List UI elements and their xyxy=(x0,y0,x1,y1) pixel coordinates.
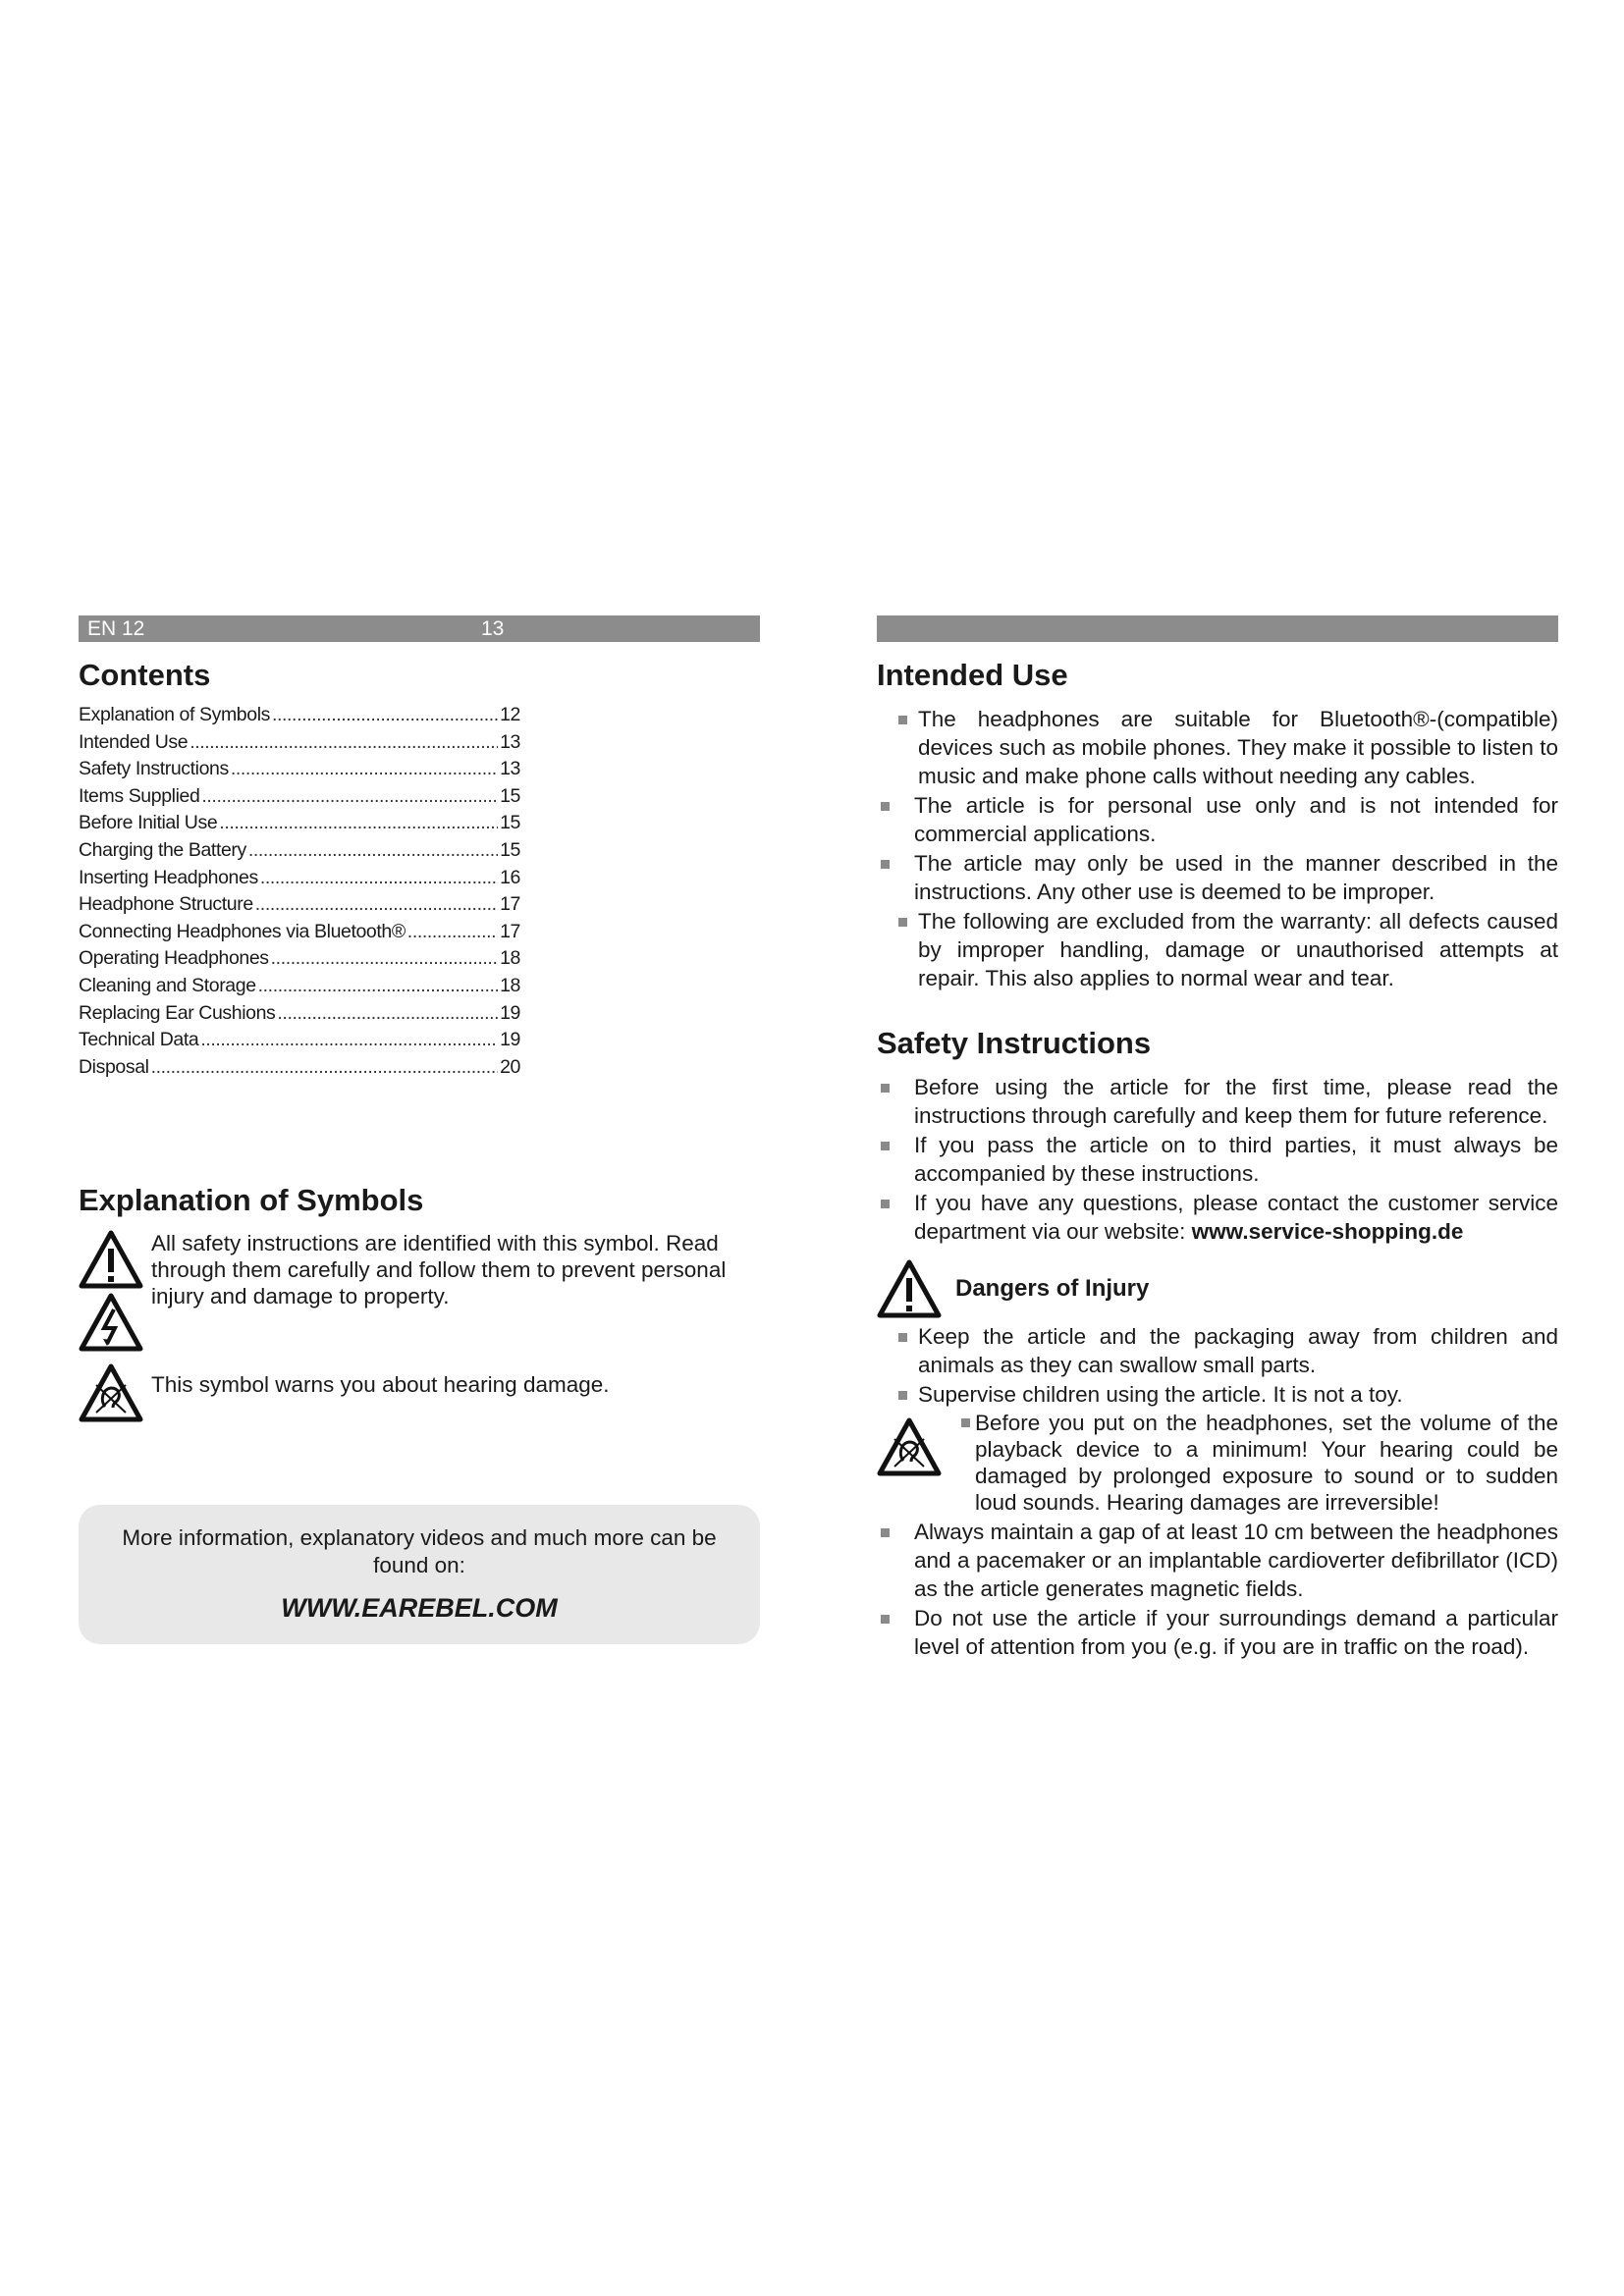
dangers-list xyxy=(877,1322,1558,1409)
page-number-right: 13 xyxy=(481,617,505,640)
toc-item[interactable]: Operating Headphones ..... 18 xyxy=(79,945,520,973)
toc-item[interactable]: Replacing Ear Cushions ..... 19 xyxy=(79,1000,520,1028)
table-of-contents xyxy=(79,702,520,1081)
right-page xyxy=(877,615,1558,1662)
contact-text: If you have any questions, please contact the customer service department via our website: xyxy=(914,1191,1558,1244)
list-item: Supervise children using the article. It is not a toy. xyxy=(877,1380,1558,1409)
right-header-bar xyxy=(877,615,1558,642)
hearing-warning-row xyxy=(877,1410,1558,1516)
intended-use-title: Intended Use xyxy=(877,658,1068,692)
hearing-damage-icon xyxy=(79,1363,143,1422)
hearing-warning-text: Before you put on the headphones, set the volume of the playback device to a minimum! Your hearing could be damaged by prolonged exposure to sound or to sudden loud sounds. Hearing damages are irreversible! xyxy=(961,1410,1558,1516)
toc-item[interactable]: Technical Data ..... 19 xyxy=(79,1027,520,1054)
list-item: The headphones are suitable for Bluetooth®-(compatible) devices such as mobile phones. They make it possible to listen to music and make phone calls without needing any cables. xyxy=(877,705,1558,790)
toc-item[interactable]: Before Initial Use ..... 15 xyxy=(79,810,520,837)
list-item: Do not use the article if your surroundings demand a particular level of attention from you (e.g. if you are in traffic on the road). xyxy=(877,1604,1558,1661)
contents-title: Contents xyxy=(79,658,211,692)
electric-shock-icon xyxy=(79,1293,143,1352)
website-link[interactable]: WWW.EAREBEL.COM xyxy=(281,1593,558,1623)
list-item: The article is for personal use only and is not intended for commercial applications. xyxy=(877,791,1558,848)
safety-symbol-row xyxy=(79,1230,760,1352)
page-label-left: EN 12 xyxy=(87,617,145,640)
info-message: More information, explanatory videos and much more can be found on: xyxy=(122,1525,717,1577)
list-item: Keep the article and the packaging away from children and animals as they can swallow small parts. xyxy=(877,1322,1558,1379)
list-item: The following are excluded from the warranty: all defects caused by improper handling, damage or unauthorised attempts at repair. This also applies to normal wear and tear. xyxy=(877,907,1558,992)
toc-item[interactable]: Intended Use ..... 13 xyxy=(79,729,520,757)
left-header-bar xyxy=(79,615,760,642)
safety-title: Safety Instructions xyxy=(877,1026,1152,1060)
info-box xyxy=(79,1505,760,1644)
toc-item[interactable]: Disposal ..... 20 xyxy=(79,1054,520,1082)
list-item: Always maintain a gap of at least 10 cm between the headphones and a pacemaker or an implantable cardioverter defibrillator (ICD) as the article generates magnetic fields. xyxy=(877,1518,1558,1603)
hearing-symbol-row xyxy=(79,1363,760,1422)
warning-triangle-icon xyxy=(79,1230,143,1289)
toc-item[interactable]: Charging the Battery ..... 15 xyxy=(79,837,520,865)
list-item: Before using the article for the first time, please read the instructions through carefully and keep them for future reference. xyxy=(877,1073,1558,1130)
toc-item[interactable]: Connecting Headphones via Bluetooth® ..... 17 xyxy=(79,919,520,946)
toc-item[interactable]: Headphone Structure ..... 17 xyxy=(79,891,520,919)
toc-item[interactable]: Cleaning and Storage ..... 18 xyxy=(79,973,520,1000)
toc-item[interactable]: Safety Instructions ..... 13 xyxy=(79,756,520,783)
hearing-symbol-text: This symbol warns you about hearing damage. xyxy=(151,1372,610,1398)
left-page xyxy=(79,615,760,1623)
final-safety-list xyxy=(877,1518,1558,1661)
toc-item[interactable]: Inserting Headphones ..... 16 xyxy=(79,865,520,892)
list-item: The article may only be used in the manner described in the instructions. Any other use is deemed to be improper. xyxy=(877,849,1558,906)
toc-item[interactable]: Items Supplied ..... 15 xyxy=(79,783,520,811)
hearing-damage-icon xyxy=(877,1417,942,1476)
symbols-title: Explanation of Symbols xyxy=(79,1183,424,1218)
dangers-heading xyxy=(877,1259,1558,1318)
safety-list xyxy=(877,1073,1558,1246)
warning-triangle-icon xyxy=(877,1259,942,1318)
list-item: If you pass the article on to third parties, it must always be accompanied by these instructions. xyxy=(877,1131,1558,1188)
toc-item[interactable]: Explanation of Symbols ..... 12 xyxy=(79,702,520,729)
service-website-link[interactable]: www.service-shopping.de xyxy=(1191,1219,1464,1244)
safety-symbol-text: All safety instructions are identified with this symbol. Read through them carefully and follow them to prevent personal injury and damage to property. xyxy=(151,1231,727,1309)
intended-use-list xyxy=(877,705,1558,992)
list-item xyxy=(877,1189,1558,1246)
dangers-title: Dangers of Injury xyxy=(955,1275,1150,1302)
